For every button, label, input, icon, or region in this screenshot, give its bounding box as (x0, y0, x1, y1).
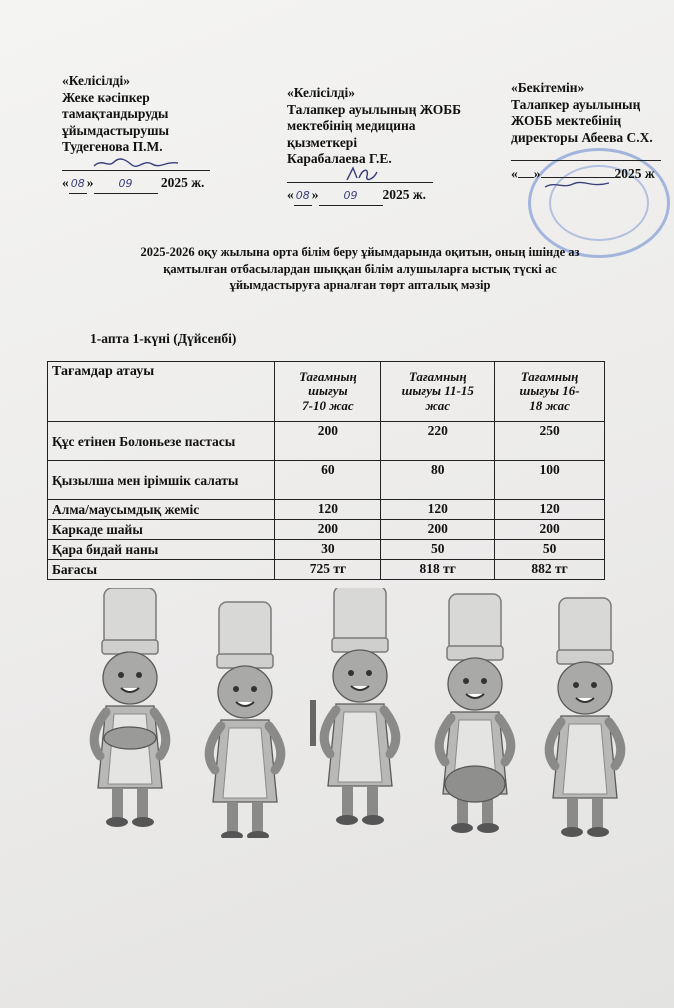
title-line-1: 2025-2026 оқу жылына орта білім беру ұйымдарында оқитын, оның ішінде аз (140, 245, 580, 259)
approval-right-title: «Бекітемін» (511, 80, 585, 95)
approval-middle-title: «Келісілді» (287, 85, 355, 100)
approval-right-line3: директоры Абеева С.Х. (511, 129, 653, 145)
header-age-16-18-line1: Тағамның (520, 368, 579, 384)
approval-block-right (511, 80, 661, 182)
spatula (310, 700, 316, 746)
portion-16-18-cell: 100 (495, 461, 605, 500)
approval-left-month: 09 (94, 176, 158, 194)
table-row (48, 520, 605, 540)
document-title (60, 244, 660, 294)
header-age-11-15-line2: шығуы 11-15 (401, 383, 474, 399)
approval-middle-line1: Талапкер ауылының ЖОББ (287, 101, 462, 117)
portion-16-18-cell: 250 (495, 422, 605, 461)
basket (445, 766, 505, 802)
portion-11-15-cell: 80 (381, 461, 495, 500)
header-age-7-10 (275, 362, 381, 422)
price-label-cell: Бағасы (48, 560, 275, 580)
portion-7-10-cell: 200 (275, 422, 381, 461)
child-chefs-illustration (70, 588, 640, 838)
approval-middle-signature-line (287, 168, 461, 188)
title-line-3: ұйымдастыруға арналған төрт апталық мәзір (229, 278, 491, 292)
price-16-18-cell: 882 тг (495, 560, 605, 580)
menu-table-header-row (48, 362, 605, 422)
header-age-11-15-line1: Тағамның (408, 368, 467, 384)
approval-right-date: « » 2025 ж (511, 166, 661, 183)
dish-name-cell: Алма/маусымдық жеміс (48, 500, 275, 520)
portion-16-18-cell: 200 (495, 520, 605, 540)
header-age-11-15-line3: жас (425, 397, 450, 413)
chef-child-3 (324, 588, 396, 825)
dish-name-cell: Қара бидай наны (48, 540, 275, 560)
approval-middle-name: Карабалаева Г.Е. (287, 151, 392, 166)
portion-16-18-cell: 50 (495, 540, 605, 560)
header-age-16-18 (495, 362, 605, 422)
portion-11-15-cell: 50 (381, 540, 495, 560)
approval-middle-day: 08 (294, 188, 312, 206)
approval-left-line2: тамақтандыруды (62, 106, 169, 121)
signature-right (543, 179, 613, 191)
approval-left-signature-line (62, 156, 210, 176)
chef-child-5 (549, 598, 621, 837)
approval-middle-line2: мектебінің медицина (287, 118, 416, 133)
table-row (48, 422, 605, 461)
header-age-16-18-line2: шығуы 16- (519, 383, 580, 399)
approval-right-signature-line (511, 146, 661, 166)
header-age-7-10-line1: Тағамның (299, 368, 357, 384)
approval-left-day: 08 (69, 176, 87, 194)
price-11-15-cell: 818 тг (381, 560, 495, 580)
signature-middle (343, 166, 383, 182)
portion-11-15-cell: 220 (381, 422, 495, 461)
approval-right-line1: Талапкер ауылының (511, 96, 641, 112)
title-line-2: қамтылған отбасылардан шыққан білім алушыларға ыстық түскі ас (163, 261, 557, 276)
table-row-price (48, 560, 605, 580)
approval-right-year: 2025 ж (614, 165, 655, 181)
signature-left (92, 156, 182, 170)
portion-16-18-cell: 120 (495, 500, 605, 520)
approval-left-line1: Жеке кәсіпкер (62, 89, 150, 105)
chef-child-1 (94, 588, 166, 827)
approval-block-left (62, 73, 210, 194)
approval-left-title: «Келісілді» (62, 73, 130, 88)
portion-7-10-cell: 30 (275, 540, 381, 560)
dish-name-cell: Каркаде шайы (48, 520, 275, 540)
dish-name-cell: Қызылша мен ірімшік салаты (48, 461, 275, 500)
approval-left-year: 2025 ж. (160, 175, 205, 190)
approval-left-date: « 08 » 09 2025 ж. (62, 175, 210, 194)
header-age-7-10-line2: шығуы (308, 383, 348, 399)
approval-block-middle (287, 85, 461, 206)
header-dish-name-text: Тағамдар атауы (52, 364, 155, 379)
header-dish-name (48, 362, 275, 422)
header-age-7-10-line3: 7-10 жас (302, 397, 354, 413)
price-7-10-cell: 725 тг (275, 560, 381, 580)
approval-left-name: Тудегенова П.М. (62, 139, 163, 154)
portion-7-10-cell: 120 (275, 500, 381, 520)
table-row (48, 500, 605, 520)
table-row (48, 540, 605, 560)
menu-table (47, 361, 605, 580)
portion-11-15-cell: 200 (381, 520, 495, 540)
portion-7-10-cell: 60 (275, 461, 381, 500)
table-row (48, 461, 605, 500)
portion-7-10-cell: 200 (275, 520, 381, 540)
header-age-11-15 (381, 362, 495, 422)
approval-right-line2: ЖОББ мектебінің (511, 113, 622, 128)
header-age-16-18-line3: 18 жас (529, 397, 570, 413)
approval-middle-date: « 08 » 09 2025 ж. (287, 187, 461, 206)
mixing-bowl (104, 727, 156, 749)
approval-middle-month: 09 (319, 188, 383, 206)
chef-child-2 (209, 602, 281, 838)
dish-name-cell: Құс етінен Болоньезе пастасы (48, 422, 275, 461)
portion-11-15-cell: 120 (381, 500, 495, 520)
approval-left-line3: ұйымдастырушы (62, 122, 170, 138)
approval-middle-line3: қызметкері (287, 134, 358, 150)
approval-middle-year: 2025 ж. (382, 187, 427, 202)
week-day-label: 1-апта 1-күні (Дүйсенбі) (90, 331, 237, 346)
